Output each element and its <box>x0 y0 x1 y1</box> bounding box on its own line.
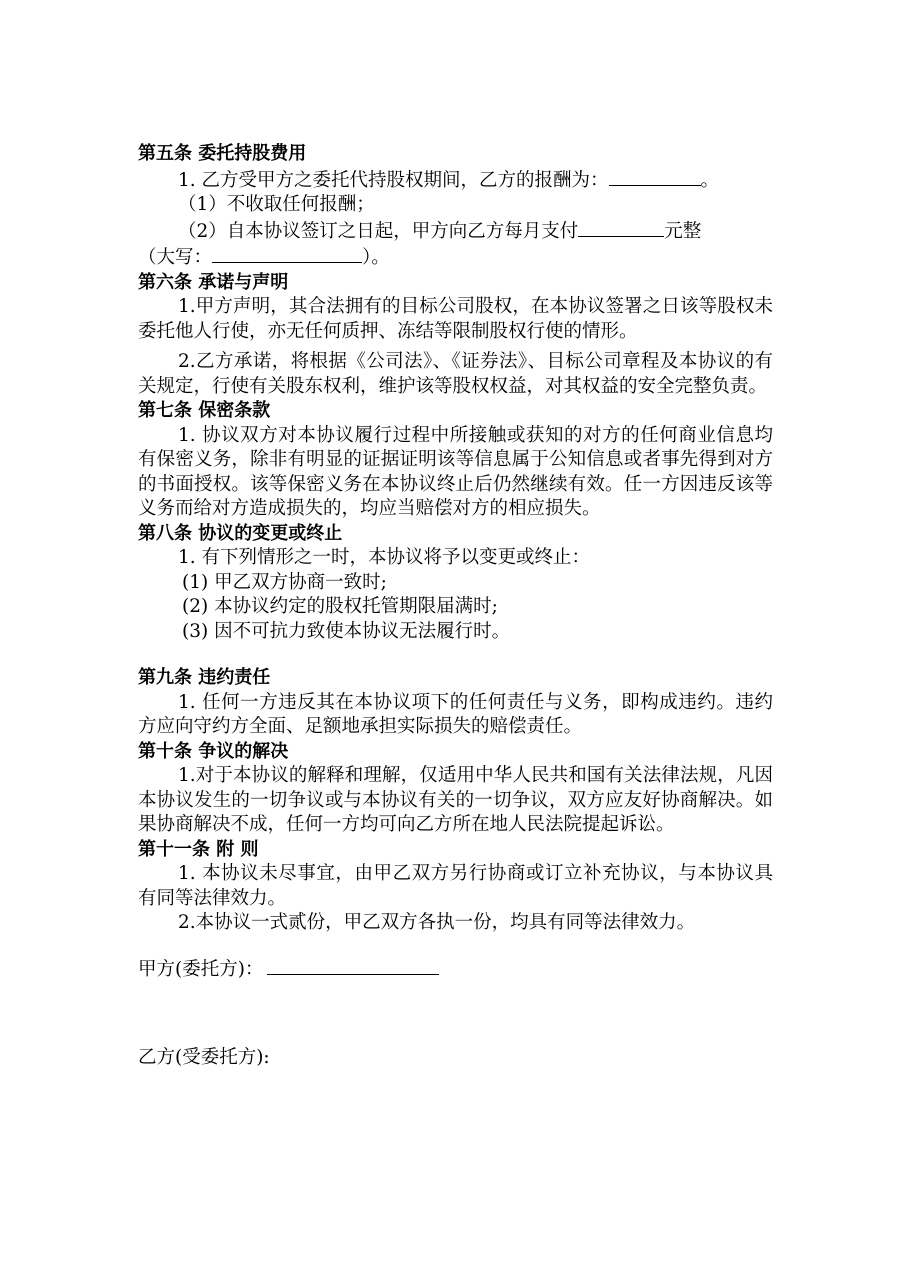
list-item: (2) 本协议约定的股权托管期限届满时; <box>182 596 498 617</box>
section-7-title: 第七条 保密条款 <box>138 400 271 421</box>
section-5-option-2-cont: （大写： ）。 <box>138 244 773 271</box>
amount-words-blank <box>212 244 362 263</box>
section-11-para-2: 2.本协议一式贰份，甲乙双方各执一份，均具有同等法律效力。 <box>178 912 696 933</box>
spacer <box>138 982 773 1046</box>
section-11-title: 第十一条 附 则 <box>138 838 259 860</box>
section-8-para-1: 1. 有下列情形之一时，本协议将予以变更或终止： <box>178 547 591 568</box>
section-11-para-1: 1. 本协议未尽事宜，由甲乙双方另行协商或订立补充协议，与本协议具有同等法律效力。 <box>138 863 773 909</box>
party-a-blank <box>267 956 439 975</box>
section-5-title: 第五条 委托持股费用 <box>138 143 307 164</box>
spacer <box>138 644 773 666</box>
section-5-option-2: （2）自本协议签订之日起，甲方向乙方每月支付 元整 <box>138 218 773 245</box>
section-7-para-1: 1. 协议双方对本协议履行过程中所接触或获知的对方的任何商业信息均有保密义务，除非有明显的证据证明该等信息属于公知信息或者事先得到对方的书面授权。该等保密义务在本协议终止后仍然继续有效。任一方因违反该等义务而给对方造成损失的，均应当赔偿对方的相应损失。 <box>138 424 773 519</box>
section-6-para-2: 2.乙方承诺，将根据《公司法》、《证券法》、目标公司章程及本协议的有关规定，行使有关股东权利，维护该等股权权益，对其权益的安全完整负责。 <box>138 351 773 397</box>
section-9-para-1: 1. 任何一方违反其在本协议项下的任何责任与义务，即构成违约。违约方应向守约方全面、足额地承担实际损失的赔偿责任。 <box>138 691 773 737</box>
section-9-title: 第九条 违约责任 <box>138 667 271 688</box>
section-5-para-1: 1. 乙方受甲方之委托代持股权期间，乙方的报酬为： 。 <box>138 167 773 194</box>
section-6-title: 第六条 承诺与声明 <box>138 271 289 293</box>
agreement-body <box>138 142 773 1071</box>
party-b-signature-line: 乙方(受委托方): <box>138 1047 270 1068</box>
party-a-signature-line: 甲方(委托方)： <box>138 956 773 983</box>
list-item: (3) 因不可抗力致使本协议无法履行时。 <box>182 620 511 642</box>
section-10-para-1: 1.对于本协议的解释和理解，仅适用中华人民共和国有关法律法规，凡因本协议发生的一切争议或与本协议有关的一切争议，双方应友好协商解决。如果协商解决不成，任何一方均可向乙方所在地人民法院提起诉讼。 <box>138 765 773 835</box>
section-10-title: 第十条 争议的解决 <box>138 740 289 762</box>
spacer <box>138 936 773 956</box>
section-6-para-1: 1.甲方声明，其合法拥有的目标公司股权，在本协议签署之日该等股权未委托他人行使，亦无任何质押、冻结等限制股权行使的情形。 <box>138 296 773 342</box>
section-8-title: 第八条 协议的变更或终止 <box>138 522 343 544</box>
monthly-amount-blank <box>578 218 664 237</box>
fee-blank <box>609 167 701 186</box>
list-item: (1) 甲乙双方协商一致时; <box>182 571 387 593</box>
section-5-option-1: （1）不收取任何报酬； <box>178 194 375 215</box>
